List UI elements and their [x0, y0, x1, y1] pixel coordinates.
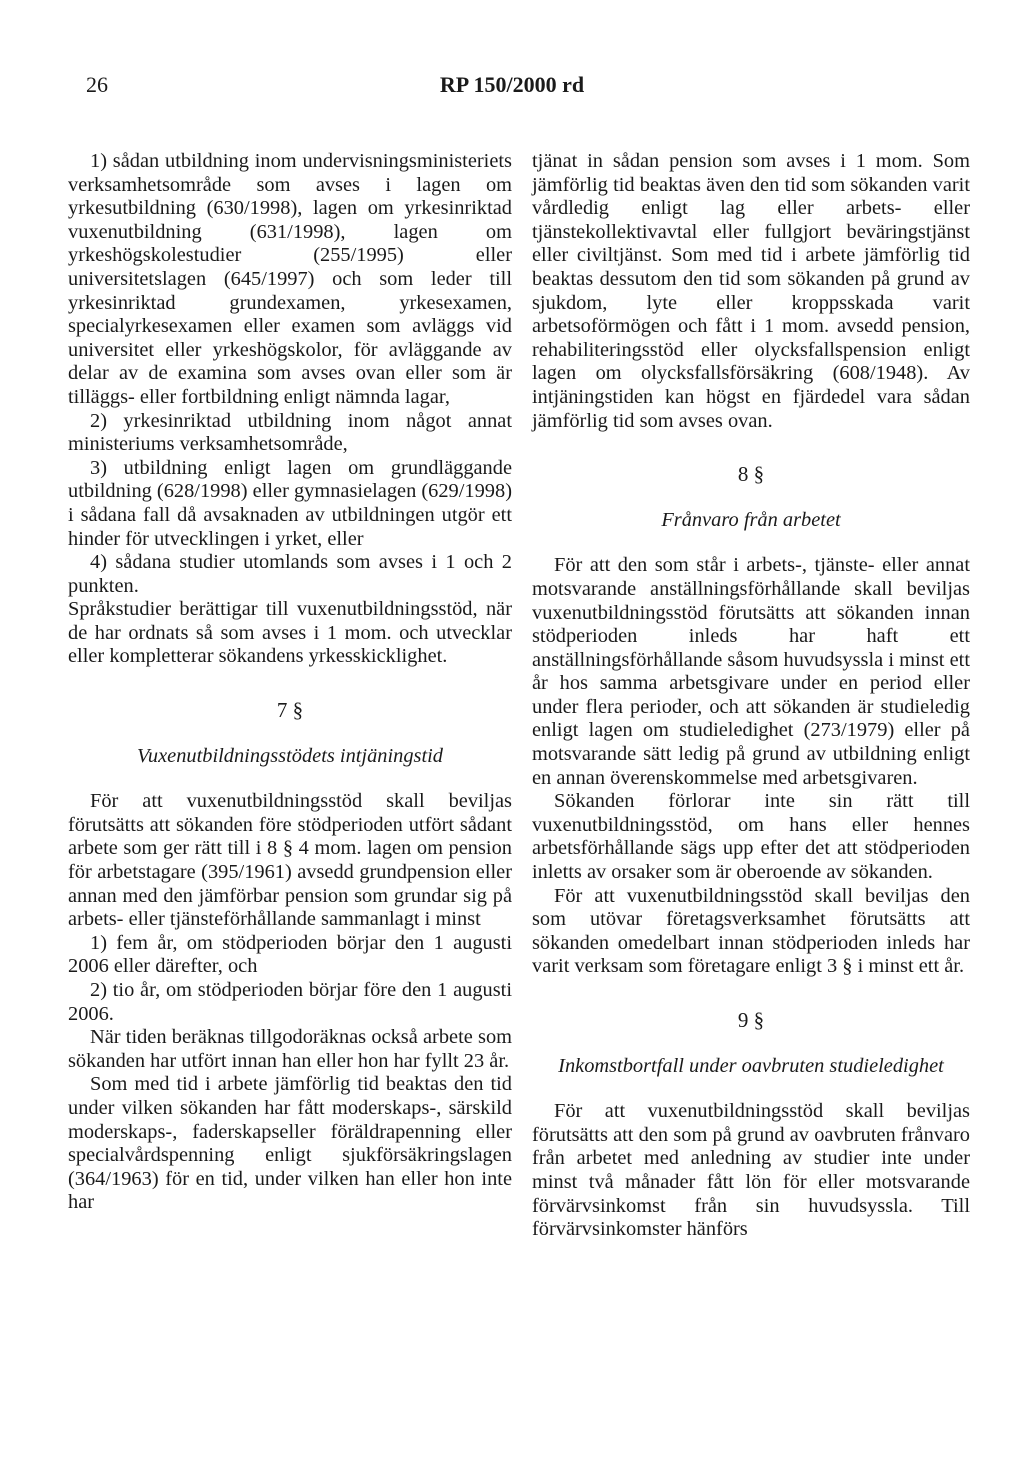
- section-number: 9 §: [737, 1008, 765, 1032]
- right-column: [532, 150, 970, 1242]
- list-item: 4) sådana studier utomlands som avses i 1 och 2 punkten.: [68, 551, 512, 597]
- list-item: 3) utbildning enligt lagen om grundläggande utbildning (628/1998) eller gymnasielagen (629/1998) i sådana fall då avsaknaden av utbildningen utgör ett hinder för utvecklingen i yrket, eller: [68, 456, 512, 550]
- list-item: 2) tio år, om stödperioden börjar före den 1 augusti 2006.: [68, 979, 512, 1025]
- list-item: 2) yrkesinriktad utbildning inom något annat ministeriums verksamhetsområde,: [68, 409, 512, 456]
- document-id: RP 150/2000 rd: [439, 72, 585, 97]
- paragraph: Sökanden förlorar inte sin rätt till vuxenutbildningsstöd, om hans eller hennes arbetsförhållande sägs upp efter det att stödperioden inletts av orsaker som är oberoende av sökanden.: [532, 790, 970, 884]
- list-item: 1) fem år, om stödperioden börjar den 1 augusti 2006 eller därefter, och: [68, 931, 512, 978]
- section-title: Inkomstbortfall under oavbruten studieledighet: [558, 1054, 944, 1077]
- paragraph: För att vuxenutbildningsstöd skall beviljas den som utövar företagsverksamhet förutsätts att sökanden omedelbart innan stödperioden inleds har varit verksam som företagare enligt 3 § i minst ett år.: [532, 884, 970, 978]
- page-number: 26: [86, 72, 108, 97]
- section-number: 7 §: [276, 698, 304, 723]
- paragraph: För att vuxenutbildningsstöd skall beviljas förutsätts att den som på grund av oavbruten frånvaro från arbetet med anledning av studier inte under minst två månader fått lön för eller motsvarande förvärvsinkomst från sin huvudsyssla. Till förvärvsinkomster hänförs: [532, 1100, 970, 1241]
- left-column: [68, 150, 512, 1215]
- list-item: 1) sådan utbildning inom undervisningsministeriets verksamhetsområde som avses i lagen om yrkesutbildning (630/1998), lagen om yrkesinriktad vuxenutbildning (631/1998), lagen om yrkeshögskolestudier (255/1995) eller universitetslagen (645/1997) och som leder till yrkesinriktad grundexamen, yrkesexamen, specialyrkesexamen eller examen som avläggs vid universitet eller yrkeshögskolor, för avläggande av delar av de examina som avses ovan eller som är tilläggs- eller fortbildning enligt nämnda lagar,: [68, 150, 512, 408]
- paragraph: För att den som står i arbets-, tjänste- eller annat motsvarande anställningsförhållande skall beviljas vuxenutbildningsstöd förutsätts att sökanden innan stödperioden inleds har haft ett anställningsförhållande såsom huvudsyssla i minst ett år hos samma arbetsgivare under en period eller under flera perioder, och att sökanden är studieledig enligt lagen om studieledighet (273/1979) eller på motsvarande sätt ledig på grund av utbildning enligt en annan överenskommelse med arbetsgivaren.: [532, 554, 970, 789]
- paragraph: För att vuxenutbildningsstöd skall beviljas förutsätts att sökanden före stödperioden utfört sådant arbete som ger rätt till i 8 § 4 mom. lagen om pension för arbetstagare (395/1961) avsedd grundpension eller annan med den jämförbar pension som grundar sig på arbets- eller tjänsteförhållande sammanlagt i minst: [68, 790, 512, 931]
- paragraph: Språkstudier berättigar till vuxenutbildningsstöd, när de har ordnats så som avses i 1 mom. och utvecklar eller kompletterar sökandens yrkesskicklighet.: [68, 598, 512, 668]
- section-number: 8 §: [737, 462, 765, 487]
- paragraph: Som med tid i arbete jämförlig tid beaktas den tid under vilken sökanden har fått moderskaps-, särskild moderskaps-, faderskapseller föräldrapenning eller specialvårdspenning enligt sjukförsäkringslagen (364/1963) för en tid, under vilken han eller hon inte har: [68, 1073, 512, 1214]
- paragraph: När tiden beräknas tillgodoräknas också arbete som sökanden har utfört innan han eller hon har fyllt 23 år.: [68, 1026, 512, 1072]
- paragraph: tjänat in sådan pension som avses i 1 mom. Som jämförlig tid beaktas även den tid som sökanden varit vårdledig enligt lag eller arbets- eller tjänstekollektivavtal eller fullgjort beväringstjänst eller civiltjänst. Som med tid i arbete jämförlig tid beaktas dessutom den tid som sökanden på grund av sjukdom, lyte eller kroppsskada varit arbetsoförmögen och fått i 1 mom. avsedd pension, rehabiliteringsstöd eller olycksfallspension enligt lagen om olycksfallsförsäkring (608/1948). Av intjäningstiden kan högst en fjärdedel vara sådan jämförlig tid som avses ovan.: [532, 150, 970, 432]
- section-title: Vuxenutbildningsstödets intjäningstid: [136, 744, 444, 767]
- section-title: Frånvaro från arbetet: [661, 508, 841, 531]
